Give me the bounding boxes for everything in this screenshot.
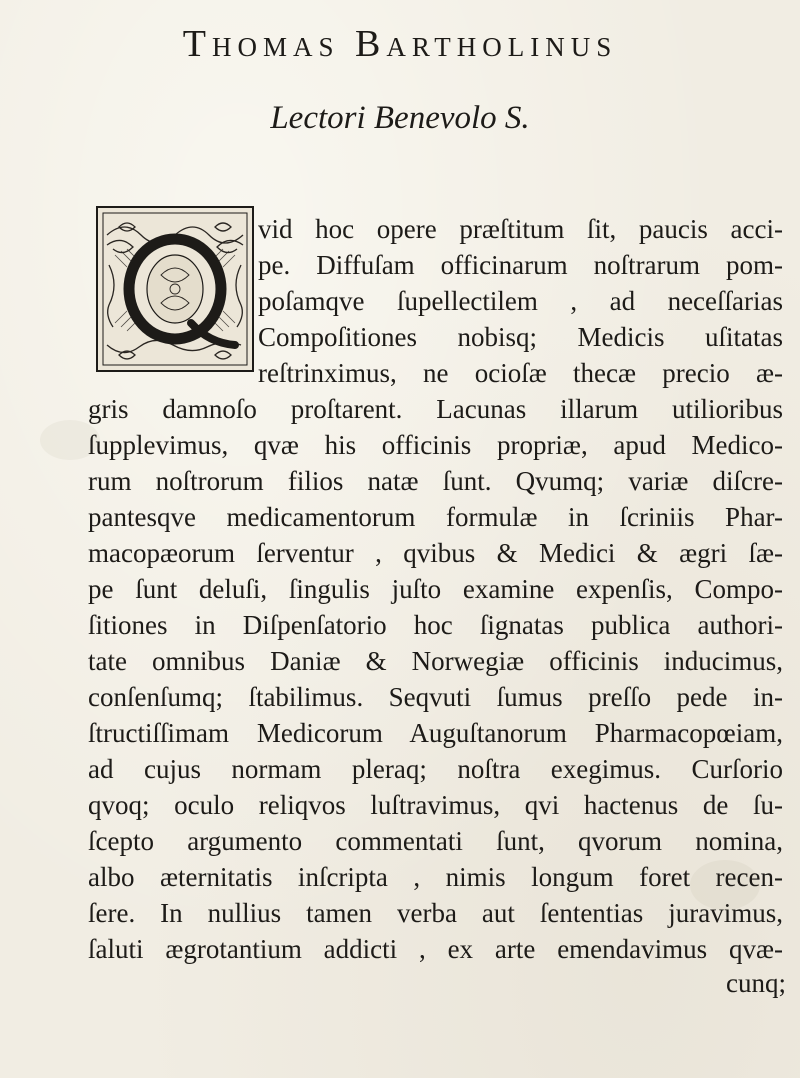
text-line: tate omnibus Daniæ & Norwegiæ officinis inducimus, <box>88 646 783 676</box>
text-line: conſenſumq; ſtabilimus. Seqvuti ſumus preſſo pede in- <box>88 682 783 712</box>
running-head: Thomas Bartholinus <box>182 23 618 65</box>
text-line: reſtrinximus, ne ocioſæ thecæ precio æ- <box>258 358 783 388</box>
text-line: Compoſitiones nobisq; Medicis uſitatas <box>258 322 783 352</box>
text-line: ſtructiſſimam Medicorum Auguſtanorum Pharmacopœiam, <box>88 718 783 748</box>
text-line: qvoq; oculo reliqvos luſtravimus, qvi hactenus de ſu- <box>88 790 783 820</box>
text-line: ſere. In nullius tamen verba aut ſententias juravimus, <box>88 898 783 928</box>
decorated-initial-q <box>95 205 255 373</box>
text-line: macopæorum ſerventur , qvibus & Medici & ægri ſæ- <box>88 538 783 568</box>
text-line: pe ſunt deluſi, ſingulis juſto examine expenſis, Compo- <box>88 574 783 604</box>
catchword: cunq; <box>726 968 786 998</box>
text-line: rum noſtrorum filios natæ ſunt. Qvumq; variæ diſcre- <box>88 466 783 496</box>
text-line: ſitiones in Diſpenſatorio hoc ſignatas publica authori- <box>88 610 783 640</box>
address-heading: Lectori Benevolo S. <box>270 100 530 136</box>
text-line: ſupplevimus, qvæ his officinis propriæ, apud Medico- <box>88 430 783 460</box>
text-line: poſamqve ſupellectilem , ad neceſſarias <box>258 286 783 316</box>
text-line: gris damnoſo proſtarent. Lacunas illarum utilioribus <box>88 394 783 424</box>
text-line: pantesqve medicamentorum formulæ in ſcriniis Phar- <box>88 502 783 532</box>
text-line: ſaluti ægrotantium addicti , ex arte emendavimus qvæ- <box>88 934 783 964</box>
text-line: ad cujus normam pleraq; noſtra exegimus. Curſorio <box>88 754 783 784</box>
text-line: vid hoc opere præſtitum ſit, paucis acci- <box>258 214 783 244</box>
text-line: ſcepto argumento commentati ſunt, qvorum nomina, <box>88 826 783 856</box>
text-line: pe. Diffuſam officinarum noſtrarum pom- <box>258 250 783 280</box>
text-line: albo æternitatis inſcripta , nimis longum foret recen- <box>88 862 783 892</box>
